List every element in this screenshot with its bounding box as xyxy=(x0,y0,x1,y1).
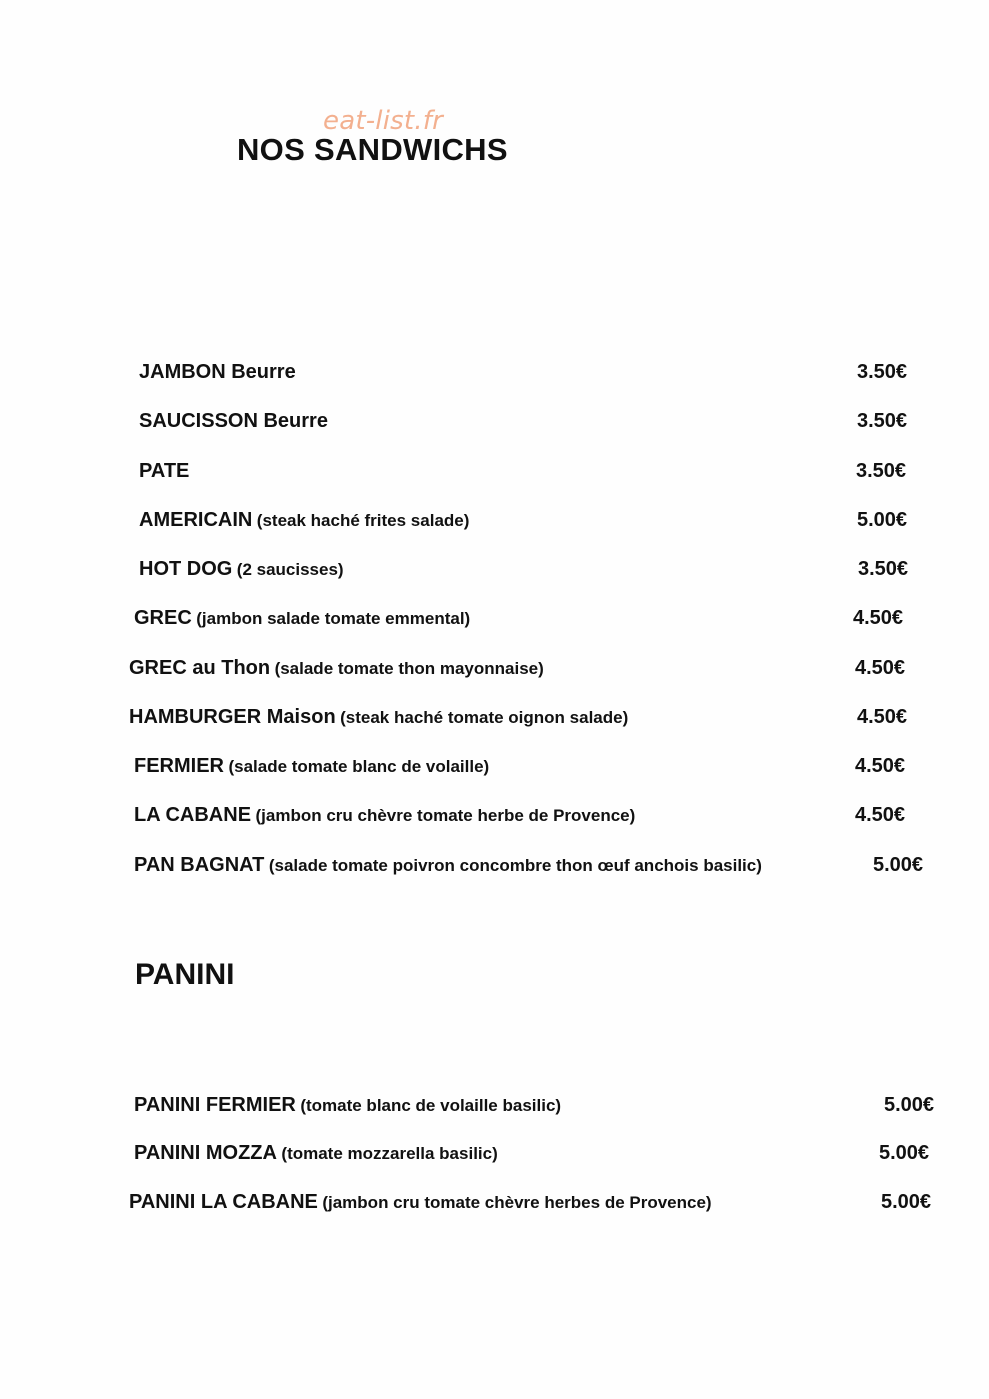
menu-item-name-row xyxy=(134,804,635,827)
menu-item-name-row xyxy=(139,558,344,581)
menu-item-name: PANINI LA CABANE xyxy=(129,1191,318,1213)
menu-item-name: AMERICAIN xyxy=(139,509,253,531)
menu-item-name-row xyxy=(139,410,328,433)
menu-item-name-row xyxy=(134,1094,561,1117)
menu-item-name: PATE xyxy=(139,460,190,482)
menu-item-description: (steak haché frites salade) xyxy=(256,511,470,530)
menu-item-name: FERMIER xyxy=(134,755,224,777)
menu-item-description: (tomate blanc de volaille basilic) xyxy=(300,1096,562,1115)
menu-item-name: PAN BAGNAT xyxy=(134,854,265,876)
menu-item-description: (jambon cru chèvre tomate herbe de Provence) xyxy=(255,806,636,825)
menu-item-price: 5.00€ xyxy=(884,1094,935,1116)
menu-item-name-row xyxy=(134,607,470,630)
page-title: NOS SANDWICHS xyxy=(237,132,508,167)
menu-item-name-row xyxy=(129,706,628,729)
menu-item-name-row xyxy=(134,1142,498,1165)
menu-item-price: 4.50€ xyxy=(855,657,906,679)
menu-item-name: PANINI FERMIER xyxy=(134,1094,296,1116)
menu-item-description: (steak haché tomate oignon salade) xyxy=(340,708,629,727)
menu-item-name-row xyxy=(129,657,544,680)
menu-item-name: PANINI MOZZA xyxy=(134,1142,277,1164)
menu-item-name-row xyxy=(134,854,762,877)
menu-item-price: 5.00€ xyxy=(857,509,908,531)
menu-item-description: (salade tomate poivron concombre thon œuf anchois basilic) xyxy=(268,856,762,875)
menu-item-description: (tomate mozzarella basilic) xyxy=(281,1144,498,1163)
menu-item-price: 3.50€ xyxy=(858,558,909,580)
menu-item-price: 4.50€ xyxy=(855,755,906,777)
menu-item-name-row xyxy=(129,1191,712,1214)
menu-item-price: 5.00€ xyxy=(881,1191,932,1213)
menu-item-price: 5.00€ xyxy=(873,854,924,876)
menu-item-name: HAMBURGER Maison xyxy=(129,706,336,728)
menu-item-price: 4.50€ xyxy=(855,804,906,826)
menu-item-description: (salade tomate thon mayonnaise) xyxy=(274,659,544,678)
menu-item-description: (salade tomate blanc de volaille) xyxy=(228,757,490,776)
menu-item-name: SAUCISSON Beurre xyxy=(139,410,328,432)
watermark: eat-list.fr xyxy=(323,106,443,136)
menu-item-name: GREC xyxy=(134,607,192,629)
menu-item-name: HOT DOG xyxy=(139,558,233,580)
menu-item-name: JAMBON Beurre xyxy=(139,361,296,383)
menu-item-name-row xyxy=(139,460,189,483)
menu-item-price: 3.50€ xyxy=(856,460,907,482)
menu-item-name-row xyxy=(139,361,296,384)
menu-item-name: LA CABANE xyxy=(134,804,252,826)
menu-item-price: 3.50€ xyxy=(857,410,908,432)
menu-item-description: (jambon salade tomate emmental) xyxy=(196,609,471,628)
menu-item-description: (2 saucisses) xyxy=(236,560,344,579)
menu-item-name-row xyxy=(139,509,469,532)
menu-item-price: 4.50€ xyxy=(857,706,908,728)
menu-item-price: 5.00€ xyxy=(879,1142,930,1164)
menu-item-name: GREC au Thon xyxy=(129,657,271,679)
menu-item-price: 4.50€ xyxy=(853,607,904,629)
section-title-panini: PANINI xyxy=(135,958,235,991)
menu-item-description: (jambon cru tomate chèvre herbes de Provence) xyxy=(322,1193,712,1212)
menu-item-name-row xyxy=(134,755,489,778)
menu-item-price: 3.50€ xyxy=(857,361,908,383)
